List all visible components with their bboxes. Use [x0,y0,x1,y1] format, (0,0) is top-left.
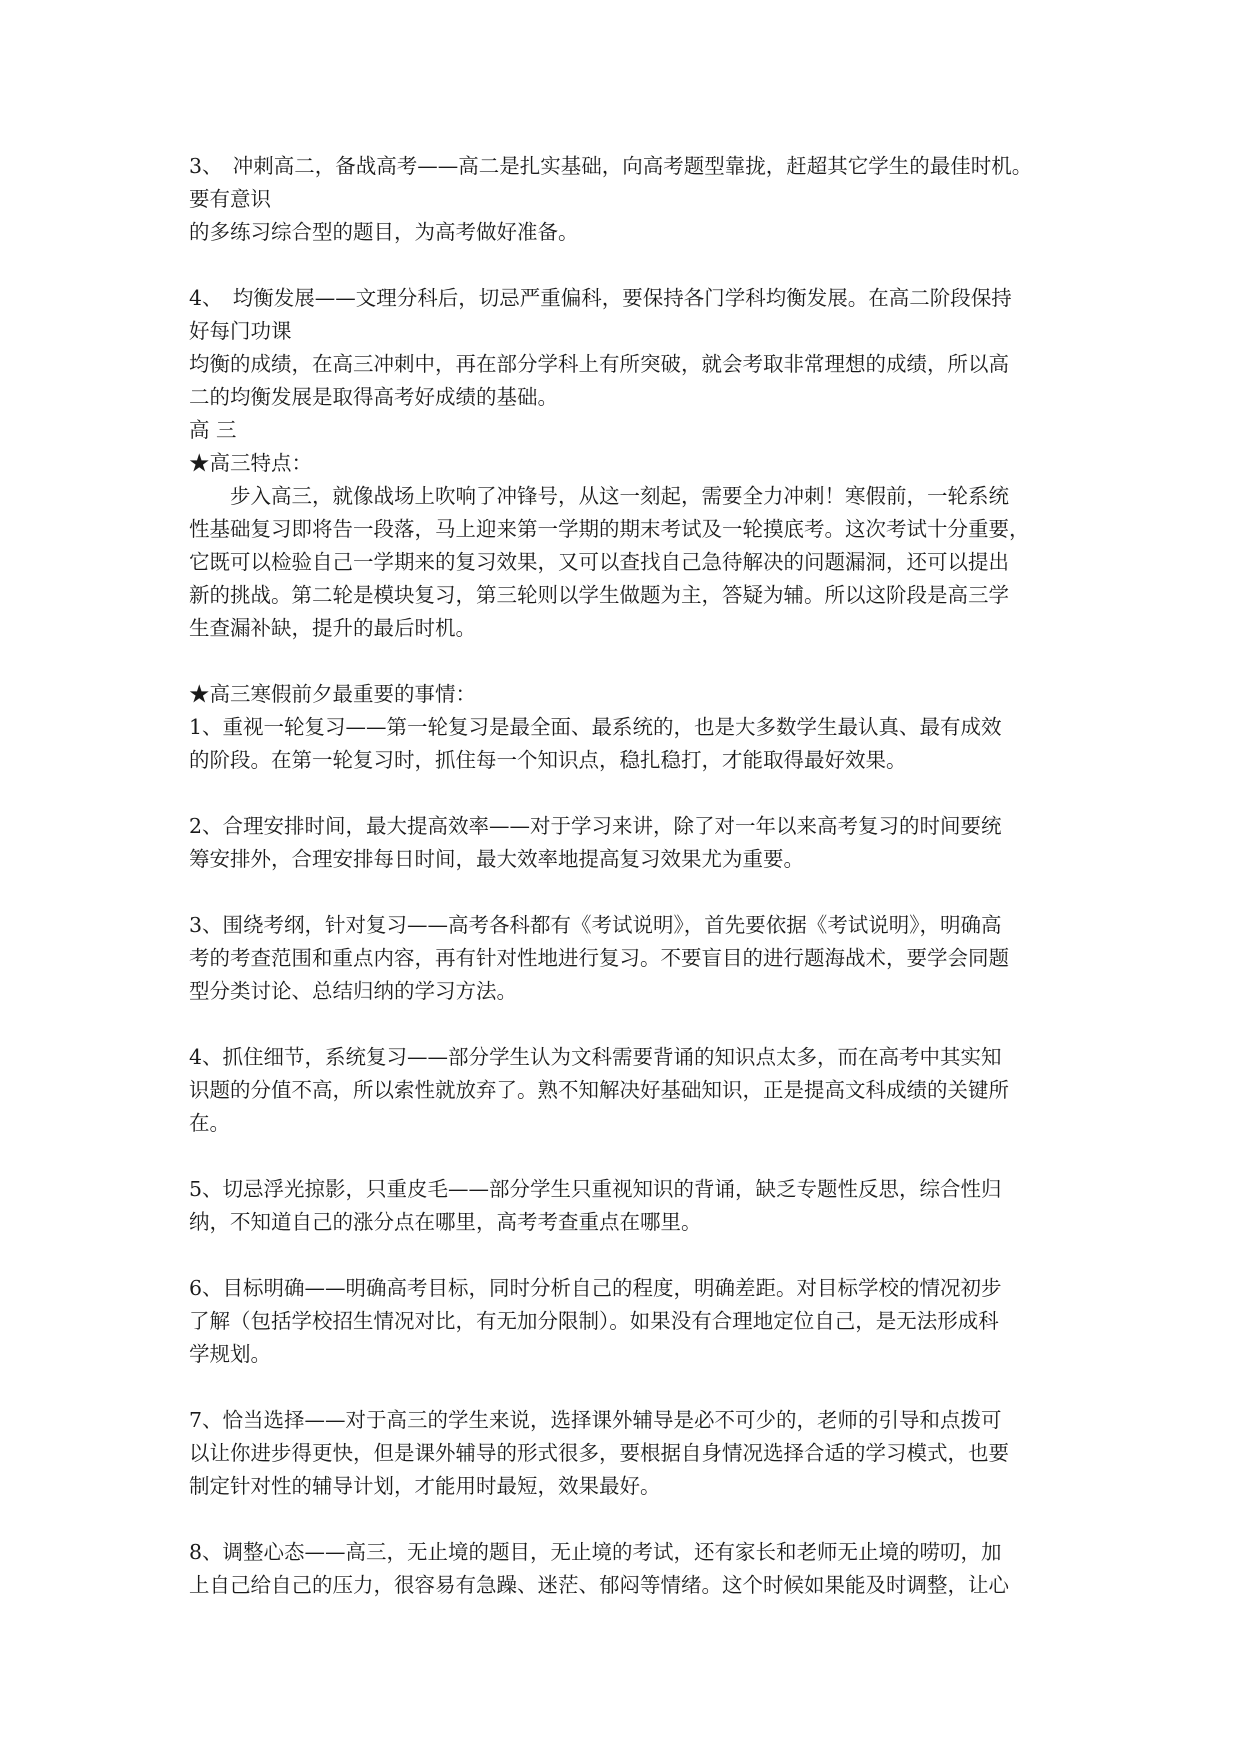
text-line: 识题的分值不高，所以索性就放弃了。熟不知解决好基础知识，正是提高文科成绩的关键所 [189,1078,1009,1102]
document-body [189,150,1089,1602]
text-line: 以让你进步得更快，但是课外辅导的形式很多，要根据自身情况选择合适的学习模式，也要 [189,1441,1009,1465]
text-line: 生查漏补缺，提升的最后时机。 [189,616,476,640]
text-line: 8、调整心态——高三，无止境的题目，无止境的考试，还有家长和老师无止境的唠叨，加 [189,1540,1002,1564]
text-line: 步入高三，就像战场上吹响了冲锋号，从这一刻起，需要全力冲刺！寒假前，一轮系统 [230,484,1009,508]
text-line: 型分类讨论、总结归纳的学习方法。 [189,979,517,1003]
text-line: 3、围绕考纲，针对复习——高考各科都有《考试说明》，首先要依据《考试说明》，明确高 [189,913,1002,937]
text-line: 5、切忌浮光掠影，只重皮毛——部分学生只重视知识的背诵，缺乏专题性反思，综合性归 [189,1177,1002,1201]
blank-line [189,1008,1089,1041]
blank-line [189,876,1089,909]
text-line: 学规划。 [189,1342,271,1366]
text-line: 3、 冲刺高二，备战高考——高二是扎实基础，向高考题型靠拢，赶超其它学生的最佳时机。 [189,154,1033,178]
text-line: 新的挑战。第二轮是模块复习，第三轮则以学生做题为主，答疑为辅。所以这阶段是高三学 [189,583,1009,607]
text-line: 它既可以检验自己一学期来的复习效果，又可以查找自己急待解决的问题漏洞，还可以提出 [189,550,1009,574]
text-line: 二的均衡发展是取得高考好成绩的基础。 [189,385,558,409]
text-line: ★高三特点： [189,451,312,475]
text-line: 7、恰当选择——对于高三的学生来说，选择课外辅导是必不可少的，老师的引导和点拨可 [189,1408,1002,1432]
text-line: 考的考查范围和重点内容，再有针对性地进行复习。不要盲目的进行题海战术，要学会同题 [189,946,1009,970]
text-line: 1、重视一轮复习——第一轮复习是最全面、最系统的，也是大多数学生最认真、最有成效 [189,715,1002,739]
blank-line [189,1239,1089,1272]
text-line: 的多练习综合型的题目，为高考做好准备。 [189,220,579,244]
text-line: ★高三寒假前夕最重要的事情： [189,682,476,706]
blank-line [189,249,1089,282]
text-line: 要有意识 [189,187,271,211]
blank-line [189,645,1089,678]
text-line: 4、抓住细节，系统复习——部分学生认为文科需要背诵的知识点太多，而在高考中其实知 [189,1045,1002,1069]
text-line: 6、目标明确——明确高考目标，同时分析自己的程度，明确差距。对目标学校的情况初步 [189,1276,1002,1300]
text-line: 在。 [189,1111,230,1135]
text-line: 了解（包括学校招生情况对比，有无加分限制）。如果没有合理地定位自己，是无法形成科 [189,1309,999,1333]
blank-line [189,1140,1089,1173]
text-line: 2、合理安排时间，最大提高效率——对于学习来讲，除了对一年以来高考复习的时间要统 [189,814,1002,838]
blank-line [189,1503,1089,1536]
text-line: 均衡的成绩，在高三冲刺中，再在部分学科上有所突破，就会考取非常理想的成绩，所以高 [189,352,1009,376]
text-line: 的阶段。在第一轮复习时，抓住每一个知识点，稳扎稳打，才能取得最好效果。 [189,748,907,772]
blank-line [189,1371,1089,1404]
text-line: 好每门功课 [189,319,292,343]
text-line: 高 三 [189,418,237,442]
blank-line [189,777,1089,810]
text-line: 上自己给自己的压力，很容易有急躁、迷茫、郁闷等情绪。这个时候如果能及时调整，让心 [189,1573,1009,1597]
text-line: 纳，不知道自己的涨分点在哪里，高考考查重点在哪里。 [189,1210,702,1234]
text-line: 性基础复习即将告一段落，马上迎来第一学期的期末考试及一轮摸底考。这次考试十分重要， [189,517,1030,541]
text-line: 4、 均衡发展——文理分科后，切忌严重偏科，要保持各门学科均衡发展。在高二阶段保持 [189,286,1012,310]
text-line: 制定针对性的辅导计划，才能用时最短，效果最好。 [189,1474,661,1498]
text-line: 筹安排外，合理安排每日时间，最大效率地提高复习效果尤为重要。 [189,847,804,871]
